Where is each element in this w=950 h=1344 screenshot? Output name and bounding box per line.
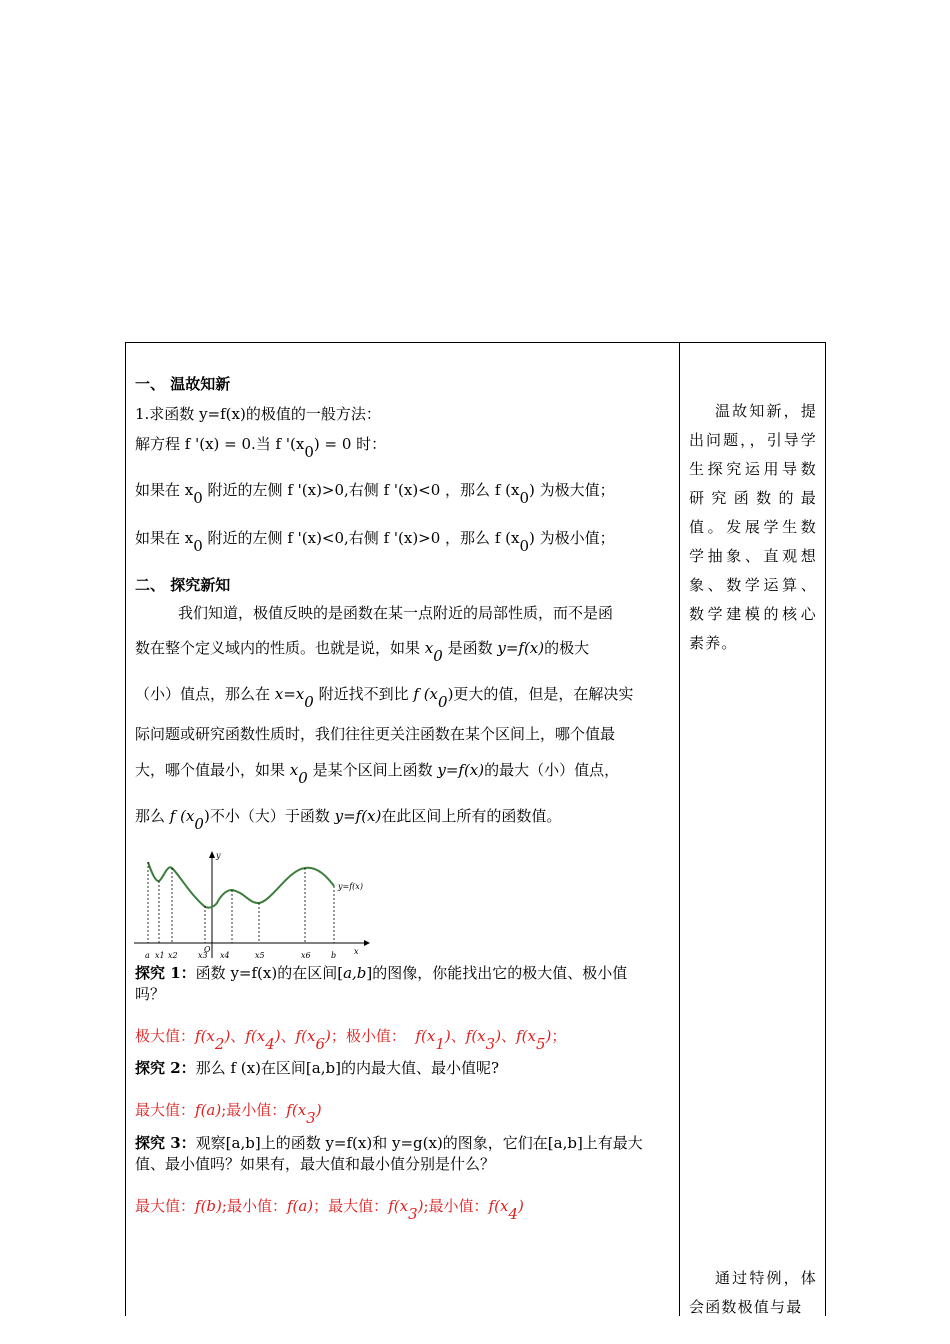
section1-line3: 如果在 x0 附近的左侧 f '(x)>0,右侧 f '(x)<0 ，那么 f (x0) 为极大值； [135, 481, 615, 507]
side-note-2: 通过特例，体会函数极值与最 [689, 1269, 817, 1316]
section2-para-line3: （小）值点，那么在 x=x0 附近找不到比 f (x0)更大的值，但是，在解决实 [135, 685, 634, 711]
section2-para-line2: 数在整个定义域内的性质。也就是说，如果 x0 是函数 y=f(x)的极大 [135, 639, 590, 665]
section2-title: 二、 探究新知 [135, 576, 231, 594]
section2-para-line1: 我们知道，极值反映的是函数在某一点附近的局部性质，而不是函 [178, 604, 614, 622]
tick-x4: x4 [220, 951, 230, 960]
curve-label: y=f(x) [338, 882, 363, 891]
section1-line1: 1.求函数 y=f(x)的极值的一般方法： [135, 405, 381, 423]
tick-x5: x5 [255, 951, 265, 960]
tick-x3: x3 [198, 951, 208, 960]
explore3-question: 探究 3：观察[a,b]上的函数 y=f(x)和 y=g(x)的图象，它们在[a,b]上有最大 [135, 1134, 643, 1152]
explore1-question-line2: 吗？ [135, 985, 166, 1003]
x-axis-arrow [364, 940, 370, 946]
section2-para-line6: 那么 f (x0)不小（大）于函数 y=f(x)在此区间上所有的函数值。 [135, 807, 562, 833]
y-axis-label: y [216, 851, 221, 860]
section1-title: 一、 温故知新 [135, 375, 231, 393]
tick-x1: x1 [155, 951, 165, 960]
tick-x6: x6 [301, 951, 311, 960]
function-graph [132, 846, 372, 964]
explore3-answer: 最大值：f(b);最小值：f(a)；最大值：f(x3);最小值：f(x4) [135, 1197, 524, 1223]
explore3-question-line2: 值、最小值吗？如果有，最大值和最小值分别是什么？ [135, 1155, 496, 1173]
x-axis-label: x [354, 947, 359, 956]
tick-a: a [145, 951, 150, 960]
origin-label: O [204, 945, 211, 954]
side-note-1: 温故知新，提出问题，，引导学生探究运用导数研究函数的最值。发展学生数学抽象、直观想象、数学运算、数学建模的核心素养。 [689, 402, 817, 652]
tick-x2: x2 [168, 951, 178, 960]
guide-lines [148, 862, 334, 943]
function-curve [148, 862, 334, 908]
explore2-answer: 最大值：f(a);最小值：f(x3) [135, 1101, 322, 1127]
section2-para-line5: 大，哪个值最小，如果 x0 是某个区间上函数 y=f(x)的最大（小）值点， [135, 761, 620, 787]
explore1-answer: 极大值：f(x2)、f(x4)、f(x6)；极小值： f(x1)、f(x3)、f(x5)； [135, 1027, 567, 1053]
tick-b: b [331, 951, 337, 960]
explore1-question: 探究 1：函数 y=f(x)的在区间[a,b]的图像，你能找出它的极大值、极小值 [135, 964, 628, 982]
section1-line2: 解方程 f '(x) = 0.当 f '(x0) = 0 时： [135, 435, 387, 461]
explore2-question: 探究 2：那么 f (x)在区间[a,b]的内最大值、最小值呢? [135, 1059, 499, 1077]
y-axis-arrow [209, 851, 215, 858]
section2-para-line4: 际问题或研究函数性质时，我们往往更关注函数在某个区间上，哪个值最 [135, 725, 616, 743]
section1-line4: 如果在 x0 附近的左侧 f '(x)<0,右侧 f '(x)>0 ，那么 f (x0) 为极小值； [135, 529, 615, 555]
table-column-divider [679, 342, 680, 1316]
